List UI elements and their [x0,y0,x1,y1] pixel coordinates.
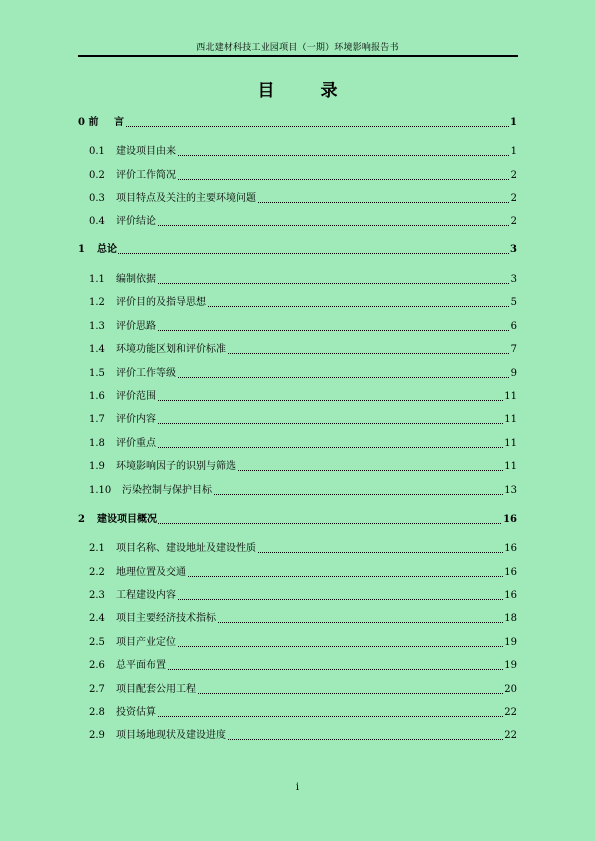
toc-entry[interactable] [0,367,595,381]
toc-entry[interactable] [0,145,595,159]
toc-entry-label: 环境功能区划和评价标准 [116,344,226,355]
toc-entry-page: 2 [510,216,517,227]
toc-entry-number: 1.2 [89,297,105,308]
toc-entry[interactable] [0,484,595,498]
toc-entry-number: 2 [78,514,85,525]
toc-entry[interactable] [0,215,595,229]
toc-entry-number: 0 前 [78,117,99,128]
toc-entry-page: 11 [504,414,517,425]
toc-entry-number: 0.1 [89,146,105,157]
toc-entry-page: 5 [510,297,517,308]
toc-title: 目 录 [257,81,358,101]
toc-entry[interactable] [0,636,595,650]
toc-entry-label: 总论 [97,244,117,255]
toc-entry-number: 1.4 [89,344,105,355]
toc-entry-label: 评价工作简况 [116,170,176,181]
toc-entry-number: 2.3 [89,590,105,601]
toc-entry-number: 2.5 [89,637,105,648]
toc-entry-page: 3 [510,274,517,285]
toc-entry-number: 1.5 [89,368,105,379]
toc-entry-label: 项目特点及关注的主要环境问题 [116,193,256,204]
toc-dot-leader [97,523,515,524]
toc-entry-label: 项目名称、建设地址及建设性质 [116,543,256,554]
toc-entry-number: 0.2 [89,170,105,181]
toc-entry-page: 22 [504,730,517,741]
toc-dot-leader [116,283,515,284]
toc-entry-page: 16 [504,590,517,601]
toc-entry-label: 评价思路 [116,321,156,332]
toc-entry-number: 2.9 [89,730,105,741]
running-header: 西北建材科技工业园项目（一期）环境影响报告书 [196,43,399,53]
toc-entry-label: 项目产业定位 [116,637,176,648]
toc-entry-page: 2 [510,193,517,204]
toc-entry-page: 20 [504,684,517,695]
toc-entry-number: 1.9 [89,461,105,472]
page-number: i [295,782,300,793]
toc-entry-label: 评价目的及指导思想 [116,297,206,308]
toc-entry[interactable] [0,390,595,404]
toc-entry-page: 1 [510,146,517,157]
toc-entry[interactable] [0,542,595,556]
toc-entry-label: 环境影响因子的识别与筛选 [116,461,236,472]
toc-entry[interactable] [0,413,595,427]
toc-dot-leader [116,447,515,448]
toc-dot-leader [114,126,515,127]
toc-entry-label: 建设项目由来 [116,146,176,157]
toc-entry-number: 2.2 [89,567,105,578]
toc-entry-page: 18 [504,613,517,624]
toc-entry[interactable] [0,343,595,357]
toc-entry[interactable] [0,566,595,580]
toc-entry-label: 建设项目概况 [97,514,157,525]
toc-entry[interactable] [0,460,595,474]
toc-entry-number: 1.3 [89,321,105,332]
toc-entry-page: 6 [510,321,517,332]
toc-entry[interactable] [0,169,595,183]
toc-dot-leader [116,716,515,717]
toc-entry-label: 评价结论 [116,216,156,227]
toc-entry-number: 1.8 [89,438,105,449]
toc-entry-label: 评价范围 [116,391,156,402]
toc-dot-leader [116,423,515,424]
toc-entry-page: 16 [503,514,517,525]
toc-entry[interactable] [0,192,595,206]
toc-entry-page: 11 [504,438,517,449]
toc-entry-page: 11 [504,461,517,472]
toc-entry-page: 7 [510,344,517,355]
toc-entry-label: 地理位置及交通 [116,567,186,578]
toc-entry-number: 2.4 [89,613,105,624]
toc-entry-label: 投资估算 [116,707,156,718]
toc-entry-page: 19 [504,637,517,648]
toc-entry[interactable] [0,706,595,720]
header-divider [78,55,518,57]
toc-dot-leader [97,253,515,254]
toc-entry-page: 9 [510,368,517,379]
toc-dot-leader [116,225,515,226]
toc-entry-label: 项目主要经济技术指标 [116,613,216,624]
toc-entry[interactable] [0,589,595,603]
toc-entry-page: 13 [504,485,517,496]
toc-entry-number: 0.4 [89,216,105,227]
toc-entry-label: 工程建设内容 [116,590,176,601]
toc-entry-number: 1 [78,244,85,255]
toc-entry-number: 1.7 [89,414,105,425]
toc-entry-page: 19 [504,660,517,671]
toc-entry[interactable] [0,729,595,743]
toc-entry-label: 评价工作等级 [116,368,176,379]
toc-entry-label: 项目场地现状及建设进度 [116,730,226,741]
toc-dot-leader [116,669,515,670]
toc-entry[interactable] [0,116,595,130]
toc-entry-label: 编制依据 [116,274,156,285]
toc-entry-label: 项目配套公用工程 [116,684,196,695]
toc-entry-number: 1.6 [89,391,105,402]
toc-entry[interactable] [0,243,595,257]
toc-entry-number: 2.6 [89,660,105,671]
toc-entry-number: 0.3 [89,193,105,204]
toc-entry-label: 评价内容 [116,414,156,425]
toc-entry-label: 总平面布置 [116,660,166,671]
toc-entry[interactable] [0,320,595,334]
toc-entry-number: 1.1 [89,274,105,285]
toc-entry-number: 2.7 [89,684,105,695]
toc-dot-leader [116,330,515,331]
toc-entry[interactable] [0,273,595,287]
toc-entry-number: 2.1 [89,543,105,554]
toc-entry-label: 言 [114,117,124,128]
toc-entry[interactable] [0,683,595,697]
toc-entry-page: 2 [510,170,517,181]
toc-entry-page: 11 [504,391,517,402]
toc-dot-leader [116,400,515,401]
toc-entry-label: 污染控制与保护目标 [122,485,212,496]
toc-entry-label: 评价重点 [116,438,156,449]
toc-entry-number: 2.8 [89,707,105,718]
toc-entry-number: 1.10 [89,485,112,496]
toc-entry-page: 16 [504,543,517,554]
toc-entry-page: 1 [510,117,517,128]
toc-entry[interactable] [0,296,595,310]
toc-entry-page: 22 [504,707,517,718]
toc-entry[interactable] [0,437,595,451]
toc-entry-page: 16 [504,567,517,578]
toc-entry[interactable] [0,612,595,626]
toc-entry[interactable] [0,513,595,527]
toc-entry-page: 3 [510,244,517,255]
toc-entry[interactable] [0,659,595,673]
